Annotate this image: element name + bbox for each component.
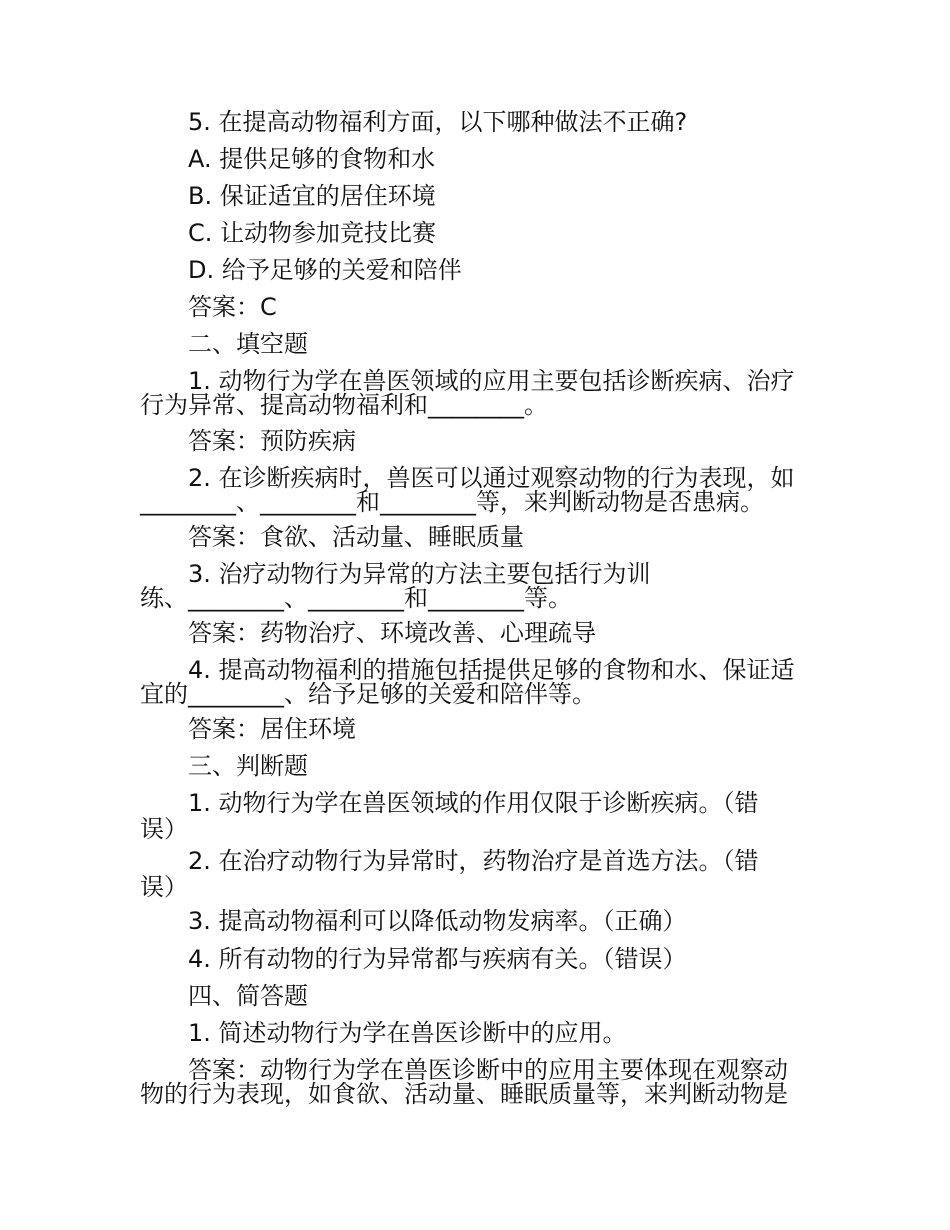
fill-q3-line2: 练、________、________和________等。 (140, 584, 572, 612)
section-heading-short-answer: 四、简答题 (188, 982, 308, 1010)
tf-q1-line1: 1. 动物行为学在兽医领域的作用仅限于诊断疾病。（错 (188, 789, 759, 817)
section-heading-fill-blank: 二、填空题 (188, 330, 308, 358)
short-answer-line2: 物的行为表现，如食欲、活动量、睡眠质量等，来判断动物是 (140, 1080, 788, 1108)
fill-answer-3: 答案：药物治疗、环境改善、心理疏导 (188, 619, 596, 647)
fill-answer-1: 答案：预防疾病 (188, 427, 356, 455)
tf-q2-line2: 误） (140, 873, 188, 901)
section-heading-true-false: 三、判断题 (188, 752, 308, 780)
fill-q4-line1: 4. 提高动物福利的措施包括提供足够的食物和水、保证适 (188, 656, 795, 684)
tf-q2-line1: 2. 在治疗动物行为异常时，药物治疗是首选方法。（错 (188, 847, 759, 875)
question-5: 5. 在提高动物福利方面，以下哪种做法不正确? (188, 108, 688, 136)
option-a: A. 提供足够的食物和水 (188, 145, 436, 173)
fill-answer-4: 答案：居住环境 (188, 715, 356, 743)
fill-q2-line2: ________、________和________等，来判断动物是否患病。 (140, 488, 764, 516)
fill-answer-2: 答案：食欲、活动量、睡眠质量 (188, 523, 524, 551)
fill-q4-line2: 宜的________、给予足够的关爱和陪伴等。 (140, 680, 596, 708)
option-d: D. 给予足够的关爱和陪伴 (188, 256, 462, 284)
fill-q2-line1: 2. 在诊断疾病时，兽医可以通过观察动物的行为表现，如 (188, 464, 795, 492)
fill-q3-line1: 3. 治疗动物行为异常的方法主要包括行为训 (188, 560, 651, 588)
tf-q1-line2: 误） (140, 815, 188, 843)
short-answer-line1: 答案：动物行为学在兽医诊断中的应用主要体现在观察动 (188, 1056, 788, 1084)
short-q1: 1. 简述动物行为学在兽医诊断中的应用。 (188, 1019, 627, 1047)
answer-q5: 答案：C (188, 293, 277, 321)
tf-q3: 3. 提高动物福利可以降低动物发病率。（正确） (188, 907, 687, 935)
fill-q1-line1: 1. 动物行为学在兽医领域的应用主要包括诊断疾病、治疗 (188, 367, 795, 395)
fill-q1-line2: 行为异常、提高动物福利和________。 (140, 391, 548, 419)
option-b: B. 保证适宜的居住环境 (188, 182, 436, 210)
tf-q4: 4. 所有动物的行为异常都与疾病有关。（错误） (188, 945, 687, 973)
option-c: C. 让动物参加竞技比赛 (188, 219, 437, 247)
